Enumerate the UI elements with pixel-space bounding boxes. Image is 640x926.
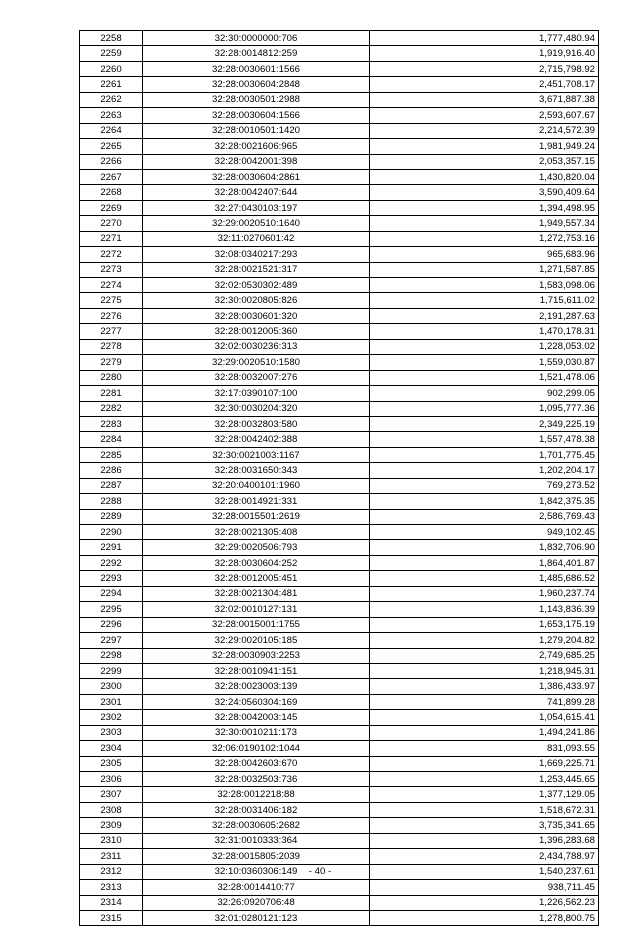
cadastral-number-cell: 32:30:0010211:173 [143,725,370,740]
cadastral-number-cell: 32:28:0032503:736 [143,772,370,787]
row-number-cell: 2289 [80,509,143,524]
table-row [80,663,599,678]
table-row [80,710,599,725]
table-row [80,386,599,401]
value-amount-cell: 965,683.96 [370,247,599,262]
row-number-cell: 2272 [80,247,143,262]
row-number-cell: 2310 [80,833,143,848]
cadastral-number-cell: 32:28:0032007:276 [143,370,370,385]
row-number-cell: 2264 [80,123,143,138]
value-amount-cell: 1,394,498.95 [370,200,599,215]
value-amount-cell: 1,669,225.71 [370,756,599,771]
row-number-cell: 2307 [80,787,143,802]
row-number-cell: 2291 [80,540,143,555]
table-row [80,756,599,771]
value-amount-cell: 2,749,685.25 [370,648,599,663]
table-row [80,725,599,740]
row-number-cell: 2306 [80,772,143,787]
row-number-cell: 2313 [80,880,143,895]
cadastral-number-cell: 32:02:0530302:489 [143,278,370,293]
value-amount-cell: 1,272,753.16 [370,231,599,246]
row-number-cell: 2265 [80,139,143,154]
cadastral-number-cell: 32:28:0030604:1566 [143,108,370,123]
cadastral-number-cell: 32:28:0042003:145 [143,710,370,725]
value-amount-cell: 1,540,237.61 [370,864,599,879]
row-number-cell: 2311 [80,849,143,864]
table-row [80,880,599,895]
value-amount-cell: 1,218,945.31 [370,663,599,678]
table-row [80,679,599,694]
value-amount-cell: 1,559,030.87 [370,355,599,370]
table-row [80,494,599,509]
row-number-cell: 2284 [80,432,143,447]
table-row [80,447,599,462]
cadastral-number-cell: 32:28:0030604:252 [143,555,370,570]
row-number-cell: 2297 [80,633,143,648]
value-amount-cell: 1,253,445.65 [370,772,599,787]
table-row [80,586,599,601]
value-amount-cell: 3,735,341.65 [370,818,599,833]
value-amount-cell: 2,191,287.63 [370,308,599,323]
row-number-cell: 2301 [80,694,143,709]
row-number-cell: 2277 [80,324,143,339]
cadastral-number-cell: 32:28:0042402:388 [143,432,370,447]
value-amount-cell: 1,494,241.86 [370,725,599,740]
table-row [80,139,599,154]
cadastral-number-cell: 32:28:0021305:408 [143,525,370,540]
table-row [80,633,599,648]
value-amount-cell: 1,960,237.74 [370,586,599,601]
cadastral-number-cell: 32:28:0021606:965 [143,139,370,154]
value-amount-cell: 1,981,949.24 [370,139,599,154]
cadastral-number-cell: 32:02:0030236:313 [143,339,370,354]
cadastral-number-cell: 32:28:0042603:670 [143,756,370,771]
table-row [80,308,599,323]
value-amount-cell: 1,095,777.36 [370,401,599,416]
row-number-cell: 2308 [80,802,143,817]
cadastral-number-cell: 32:28:0015805:2039 [143,849,370,864]
cadastral-number-cell: 32:30:0020805:826 [143,293,370,308]
cadastral-number-cell: 32:28:0030605:2682 [143,818,370,833]
cadastral-number-cell: 32:28:0021521:317 [143,262,370,277]
value-amount-cell: 938,711.45 [370,880,599,895]
cadastral-number-cell: 32:28:0030604:2861 [143,169,370,184]
value-amount-cell: 1,715,611.02 [370,293,599,308]
cadastral-number-cell: 32:10:0360306:149 [143,864,370,879]
value-amount-cell: 2,715,798.92 [370,61,599,76]
cadastral-number-cell: 32:28:0042001:398 [143,154,370,169]
page-number: - 40 - [308,866,332,877]
row-number-cell: 2269 [80,200,143,215]
row-number-cell: 2296 [80,617,143,632]
table-row [80,154,599,169]
table-row [80,401,599,416]
row-number-cell: 2259 [80,46,143,61]
row-number-cell: 2305 [80,756,143,771]
cadastral-number-cell: 32:30:0000000:706 [143,31,370,46]
cadastral-number-cell: 32:29:0020506:793 [143,540,370,555]
table-row [80,602,599,617]
cadastral-number-cell: 32:26:0920706:48 [143,895,370,910]
value-amount-cell: 1,386,433.97 [370,679,599,694]
row-number-cell: 2292 [80,555,143,570]
cadastral-number-cell: 32:30:0030204:320 [143,401,370,416]
cadastral-number-cell: 32:28:0030604:2848 [143,77,370,92]
row-number-cell: 2293 [80,571,143,586]
value-amount-cell: 1,521,478.06 [370,370,599,385]
cadastral-number-cell: 32:28:0030601:320 [143,308,370,323]
value-amount-cell: 1,864,401.87 [370,555,599,570]
cadastral-number-cell: 32:08:0340217:293 [143,247,370,262]
table-row [80,355,599,370]
row-number-cell: 2271 [80,231,143,246]
cadastral-number-cell: 32:28:0021304:481 [143,586,370,601]
row-number-cell: 2263 [80,108,143,123]
cadastral-number-cell: 32:29:0020105:185 [143,633,370,648]
row-number-cell: 2267 [80,169,143,184]
table-row [80,77,599,92]
cadastral-number-cell: 32:28:0030501:2988 [143,92,370,107]
table-row [80,216,599,231]
value-amount-cell: 2,053,357.15 [370,154,599,169]
row-number-cell: 2275 [80,293,143,308]
row-number-cell: 2288 [80,494,143,509]
row-number-cell: 2303 [80,725,143,740]
cadastral-number-cell: 32:30:0021003:1167 [143,447,370,462]
cadastral-number-cell: 32:28:0014410:77 [143,880,370,895]
table-row [80,370,599,385]
value-amount-cell: 3,590,409.64 [370,185,599,200]
cadastral-number-cell: 32:28:0030903:2253 [143,648,370,663]
row-number-cell: 2261 [80,77,143,92]
row-number-cell: 2285 [80,447,143,462]
table-row [80,231,599,246]
cadastral-number-cell: 32:28:0012218:88 [143,787,370,802]
cadastral-number-cell: 32:06:0190102:1044 [143,741,370,756]
cadastral-number-cell: 32:28:0031406:182 [143,802,370,817]
row-number-cell: 2286 [80,463,143,478]
table-row [80,31,599,46]
cadastral-number-cell: 32:17:0390107:100 [143,386,370,401]
value-amount-cell: 1,271,587.85 [370,262,599,277]
cadastral-number-cell: 32:28:0023003:139 [143,679,370,694]
row-number-cell: 2262 [80,92,143,107]
table-row [80,571,599,586]
value-amount-cell: 2,349,225.19 [370,416,599,431]
cadastral-number-cell: 32:28:0014921:331 [143,494,370,509]
cadastral-number-cell: 32:28:0015001:1755 [143,617,370,632]
row-number-cell: 2304 [80,741,143,756]
table-row [80,92,599,107]
table-row [80,108,599,123]
cadastral-number-cell: 32:27:0430103:197 [143,200,370,215]
cadastral-number-cell: 32:29:0020510:1580 [143,355,370,370]
value-amount-cell: 1,470,178.31 [370,324,599,339]
value-amount-cell: 3,671,887.38 [370,92,599,107]
cadastral-number-cell: 32:28:0031650:343 [143,463,370,478]
cadastral-number-cell: 32:28:0030601:1566 [143,61,370,76]
cadastral-number-cell: 32:28:0010501:1420 [143,123,370,138]
cadastral-number-cell: 32:29:0020510:1640 [143,216,370,231]
table-row [80,200,599,215]
table-row [80,278,599,293]
table-row [80,509,599,524]
value-amount-cell: 2,586,769.43 [370,509,599,524]
table-row [80,324,599,339]
row-number-cell: 2298 [80,648,143,663]
value-amount-cell: 1,054,615.41 [370,710,599,725]
cadastral-number-cell: 32:11:0270601:42 [143,231,370,246]
cadastral-number-cell: 32:28:0012005:451 [143,571,370,586]
row-number-cell: 2279 [80,355,143,370]
row-number-cell: 2282 [80,401,143,416]
value-amount-cell: 1,583,098.06 [370,278,599,293]
value-amount-cell: 1,430,820.04 [370,169,599,184]
table-row [80,787,599,802]
row-number-cell: 2258 [80,31,143,46]
value-amount-cell: 1,226,562.23 [370,895,599,910]
value-amount-cell: 1,653,175.19 [370,617,599,632]
row-number-cell: 2266 [80,154,143,169]
cadastral-number-cell: 32:28:0032803:580 [143,416,370,431]
table-row [80,61,599,76]
row-number-cell: 2287 [80,478,143,493]
cadastral-number-cell: 32:02:0010127:131 [143,602,370,617]
row-number-cell: 2290 [80,525,143,540]
row-number-cell: 2314 [80,895,143,910]
table-row [80,123,599,138]
table-row [80,895,599,910]
table-row [80,617,599,632]
cadastral-number-cell: 32:28:0012005:360 [143,324,370,339]
row-number-cell: 2274 [80,278,143,293]
value-amount-cell: 1,949,557.34 [370,216,599,231]
cadastral-number-cell: 32:28:0014812:259 [143,46,370,61]
table-row [80,432,599,447]
row-number-cell: 2273 [80,262,143,277]
value-amount-cell: 1,842,375.35 [370,494,599,509]
table-row [80,694,599,709]
cadastral-number-cell: 32:28:0015501:2619 [143,509,370,524]
value-amount-cell: 1,278,800.75 [370,910,599,925]
table-row [80,833,599,848]
value-amount-cell: 1,485,686.52 [370,571,599,586]
table-row [80,478,599,493]
table-row [80,463,599,478]
table-row [80,169,599,184]
value-amount-cell: 1,557,478.38 [370,432,599,447]
cadastral-number-cell: 32:20:0400101:1960 [143,478,370,493]
registry-table-body [80,31,599,926]
value-amount-cell: 831,093.55 [370,741,599,756]
value-amount-cell: 1,518,672.31 [370,802,599,817]
table-row [80,555,599,570]
table-row [80,818,599,833]
row-number-cell: 2280 [80,370,143,385]
value-amount-cell: 2,593,607.67 [370,108,599,123]
row-number-cell: 2295 [80,602,143,617]
value-amount-cell: 2,434,788.97 [370,849,599,864]
table-row [80,525,599,540]
table-row [80,247,599,262]
value-amount-cell: 1,202,204.17 [370,463,599,478]
row-number-cell: 2300 [80,679,143,694]
table-row [80,849,599,864]
value-amount-cell: 1,228,053.02 [370,339,599,354]
row-number-cell: 2260 [80,61,143,76]
table-row [80,741,599,756]
row-number-cell: 2309 [80,818,143,833]
row-number-cell: 2302 [80,710,143,725]
value-amount-cell: 2,214,572.39 [370,123,599,138]
row-number-cell: 2270 [80,216,143,231]
row-number-cell: 2281 [80,386,143,401]
value-amount-cell: 1,919,916.40 [370,46,599,61]
cadastral-number-cell: 32:24:0560304:169 [143,694,370,709]
row-number-cell: 2268 [80,185,143,200]
table-row [80,416,599,431]
value-amount-cell: 741,899.28 [370,694,599,709]
value-amount-cell: 1,377,129.05 [370,787,599,802]
table-row [80,802,599,817]
table-row [80,910,599,925]
value-amount-cell: 1,396,283.68 [370,833,599,848]
value-amount-cell: 1,777,480.94 [370,31,599,46]
table-row [80,185,599,200]
table-row [80,540,599,555]
cadastral-number-cell: 32:28:0042407:644 [143,185,370,200]
value-amount-cell: 1,701,775.45 [370,447,599,462]
table-row [80,46,599,61]
registry-table [79,30,599,926]
cadastral-number-cell: 32:01:0280121:123 [143,910,370,925]
row-number-cell: 2312 [80,864,143,879]
cadastral-number-cell: 32:31:0010333:364 [143,833,370,848]
row-number-cell: 2299 [80,663,143,678]
table-row [80,339,599,354]
value-amount-cell: 1,832,706.90 [370,540,599,555]
table-row [80,293,599,308]
cadastral-number-cell: 32:28:0010941:151 [143,663,370,678]
table-row [80,648,599,663]
row-number-cell: 2294 [80,586,143,601]
value-amount-cell: 769,273.52 [370,478,599,493]
value-amount-cell: 2,451,708.17 [370,77,599,92]
value-amount-cell: 902,299.05 [370,386,599,401]
table-row [80,262,599,277]
row-number-cell: 2278 [80,339,143,354]
value-amount-cell: 1,279,204.82 [370,633,599,648]
table-row [80,772,599,787]
row-number-cell: 2315 [80,910,143,925]
value-amount-cell: 949,102.45 [370,525,599,540]
row-number-cell: 2276 [80,308,143,323]
value-amount-cell: 1,143,836.39 [370,602,599,617]
row-number-cell: 2283 [80,416,143,431]
